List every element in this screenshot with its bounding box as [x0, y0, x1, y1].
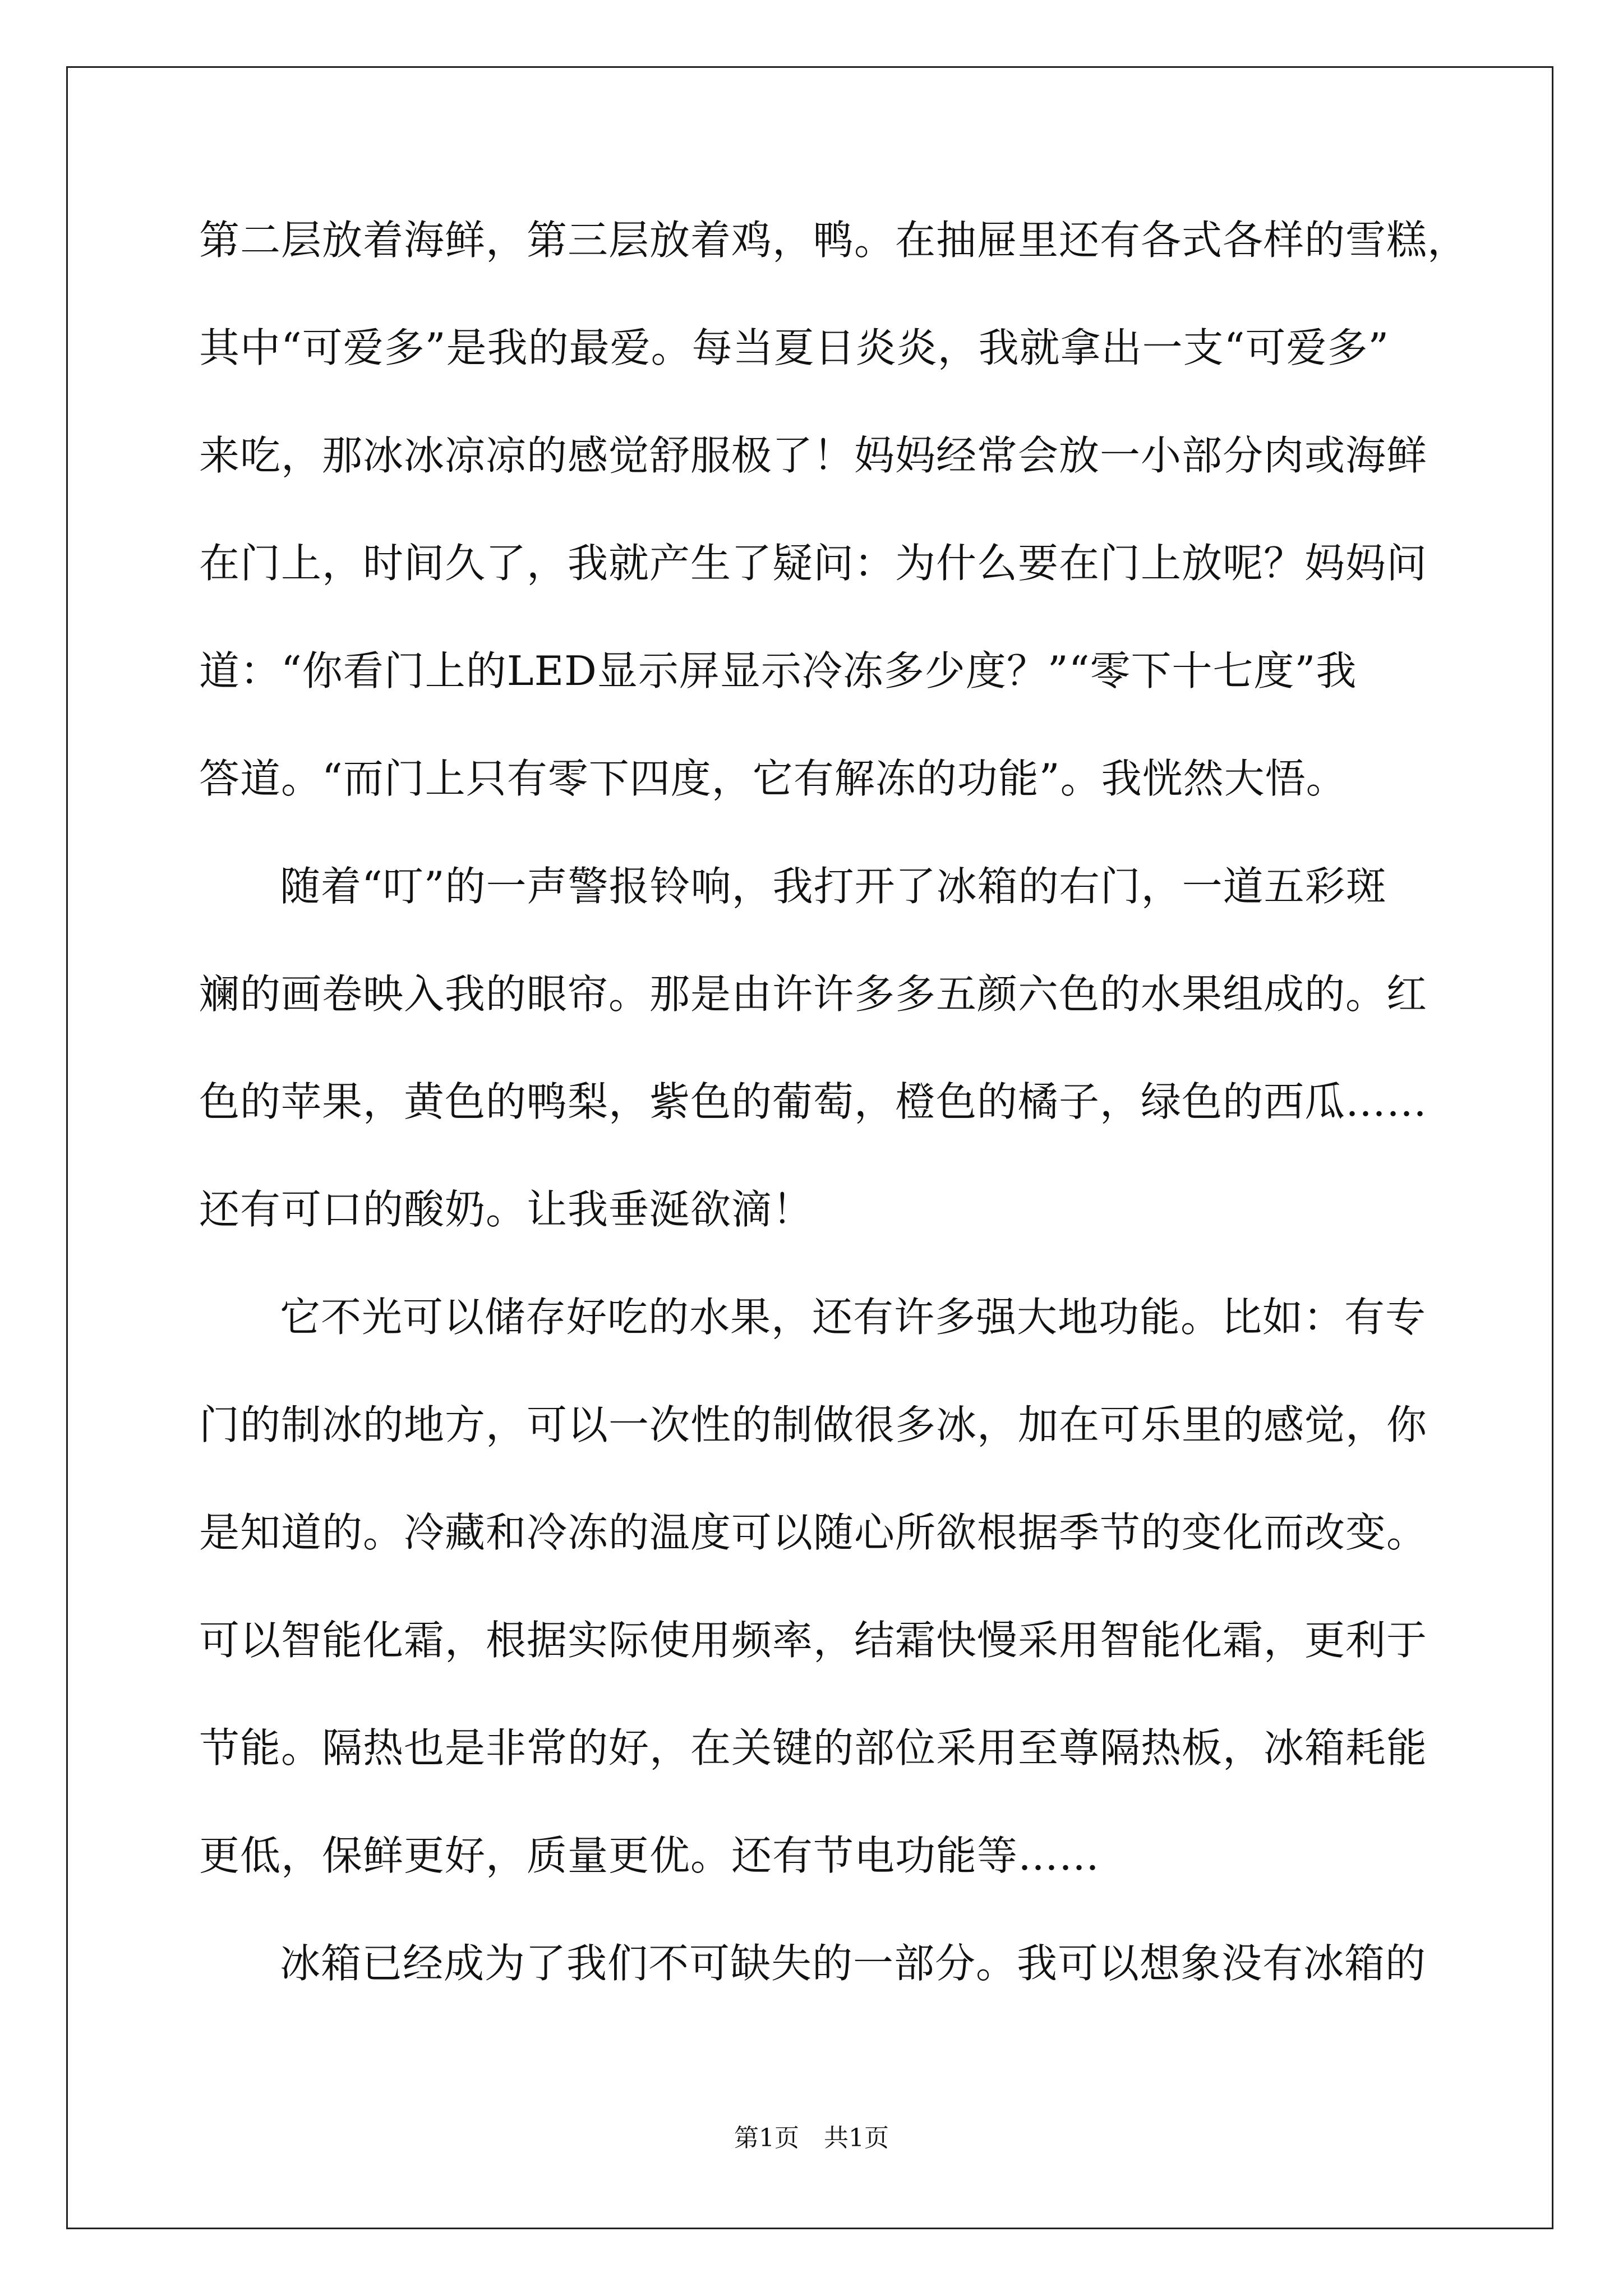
text-line: 色的苹果，黄色的鸭梨，紫色的葡萄，橙色的橘子，绿色的西瓜…… — [199, 1078, 1428, 1125]
text-line: 更低，保鲜更好，质量更优。还有节电功能等…… — [199, 1832, 1100, 1879]
text-line: 斓的画卷映入我的眼帘。那是由许许多多五颜六色的水果组成的。红 — [199, 970, 1428, 1018]
text-line: 还有可口的酸奶。让我垂涎欲滴！ — [199, 1186, 814, 1233]
text-line: 在门上，时间久了，我就产生了疑问：为什么要在门上放呢？妈妈问 — [199, 540, 1428, 587]
text-line: 它不光可以储存好吃的水果，还有许多强大地功能。比如：有专 — [280, 1294, 1427, 1341]
text-line: 可以智能化霜，根据实际使用频率，结霜快慢采用智能化霜，更利于 — [199, 1617, 1428, 1664]
text-line: 其中“可爱多”是我的最爱。每当夏日炎炎，我就拿出一支“可爱多” — [199, 324, 1390, 371]
text-line: 来吃，那冰冰凉凉的感觉舒服极了！妈妈经常会放一小部分肉或海鲜 — [199, 432, 1428, 479]
text-line: 是知道的。冷藏和冷冻的温度可以随心所欲根据季节的变化而改变。 — [199, 1509, 1428, 1556]
text-line: 答道。“而门上只有零下四度，它有解冻的功能”。我恍然大悟。 — [199, 755, 1347, 802]
text-line: 门的制冰的地方，可以一次性的制做很多冰，加在可乐里的感觉，你 — [199, 1401, 1428, 1448]
text-line: 随着“叮”的一声警报铃响，我打开了冰箱的右门，一道五彩斑 — [280, 863, 1387, 910]
text-line: 第二层放着海鲜，第三层放着鸡，鸭。在抽屉里还有各式各样的雪糕， — [199, 217, 1469, 264]
text-line: 节能。隔热也是非常的好，在关键的部位采用至尊隔热板，冰箱耗能 — [199, 1724, 1428, 1772]
text-line: 冰箱已经成为了我们不可缺失的一部分。我可以想象没有冰箱的 — [280, 1940, 1427, 1987]
document-body — [199, 212, 1469, 2043]
text-line: 道：“你看门上的LED显示屏显示冷冻多少度？”“零下十七度”我 — [199, 647, 1357, 694]
page-footer: 第1页 共1页 — [734, 2124, 889, 2152]
